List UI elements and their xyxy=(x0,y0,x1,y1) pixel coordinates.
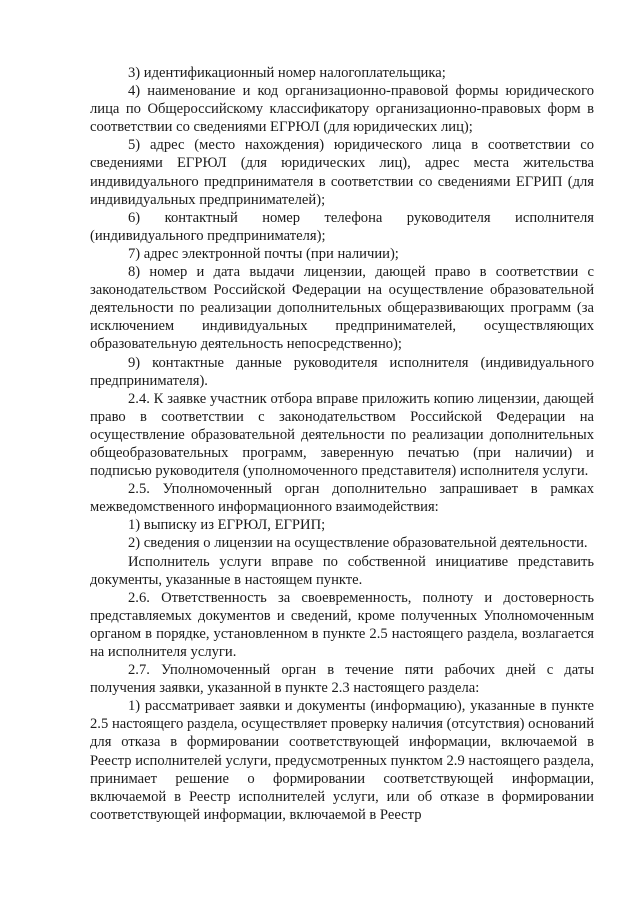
clause-2-7: 2.7. Уполномоченный орган в течение пяти рабочих дней с даты получения заявки, указанной в пункте 2.3 настоящего раздела: xyxy=(90,662,594,697)
item-4-legal-form: 4) наименование и код организационно-правовой формы юридического лица по Общероссийскому классификатору организационно-правовых форм в соответствии со сведениями ЕГРЮЛ (для юридических лиц); xyxy=(90,83,594,136)
item-3-taxpayer-id: 3) идентификационный номер налогоплательщика; xyxy=(128,65,446,81)
clause-2-7-item-1: 1) рассматривает заявки и документы (информацию), указанные в пункте 2.5 настоящего раздела, осуществляет проверку наличия (отсутствия) оснований для отказа в формировании соответствующей информации, включаемой в Реестр исполнителей услуги, предусмотренных пунктом 2.9 настоящего раздела, принимает решение о формировании соответствующей информации, включаемой в Реестр исполнителей услуги, или об отказе в формировании соответствующей информации, включаемой в Реестр xyxy=(90,698,594,823)
document-page xyxy=(90,64,594,824)
clause-2-5-item-1: 1) выписку из ЕГРЮЛ, ЕГРИП; xyxy=(128,517,326,534)
item-7-email: 7) адрес электронной почты (при наличии); xyxy=(128,245,399,262)
item-6-phone: 6) контактный номер телефона руководителя исполнителя (индивидуального предпринимателя); xyxy=(90,209,594,244)
clause-2-6: 2.6. Ответственность за своевременность, полноту и достоверность представляемых документов и сведений, кроме полученных Уполномоченным органом в порядке, установленном в пункте 2.5 настоящего раздела, возлагается на исполнителя услуги. xyxy=(90,589,594,660)
clause-2-5-note: Исполнитель услуги вправе по собственной инициативе представить документы, указанные в настоящем пункте. xyxy=(90,553,594,588)
clause-2-5: 2.5. Уполномоченный орган дополнительно запрашивает в рамках межведомственного информационного взаимодействия: xyxy=(90,481,594,516)
item-9-contacts: 9) контактные данные руководителя исполнителя (индивидуального предпринимателя). xyxy=(90,354,594,389)
clause-2-5-item-2: 2) сведения о лицензии на осуществление образовательной деятельности. xyxy=(128,535,588,552)
item-5-address: 5) адрес (место нахождения) юридического лица в соответствии со сведениями ЕГРЮЛ (для юридических лиц), адрес места жительства индивидуального предпринимателя в соответствии со сведениями ЕГРИП (для индивидуальных предпринимателей); xyxy=(90,137,594,208)
clause-2-4: 2.4. К заявке участник отбора вправе приложить копию лицензии, дающей право в соответствии с законодательством Российской Федерации на осуществление образовательной деятельности по реализации дополнительных общеобразовательных программ, заверенную печатью (при наличии) и подписью руководителя (уполномоченного представителя) исполнителя услуги. xyxy=(90,390,594,480)
item-8-license: 8) номер и дата выдачи лицензии, дающей право в соответствии с законодательством Российской Федерации на осуществление образовательной деятельности по реализации дополнительных общеразвивающих программ (за исключением индивидуальных предпринимателей, осуществляющих образовательную деятельность непосредственно); xyxy=(90,264,594,353)
